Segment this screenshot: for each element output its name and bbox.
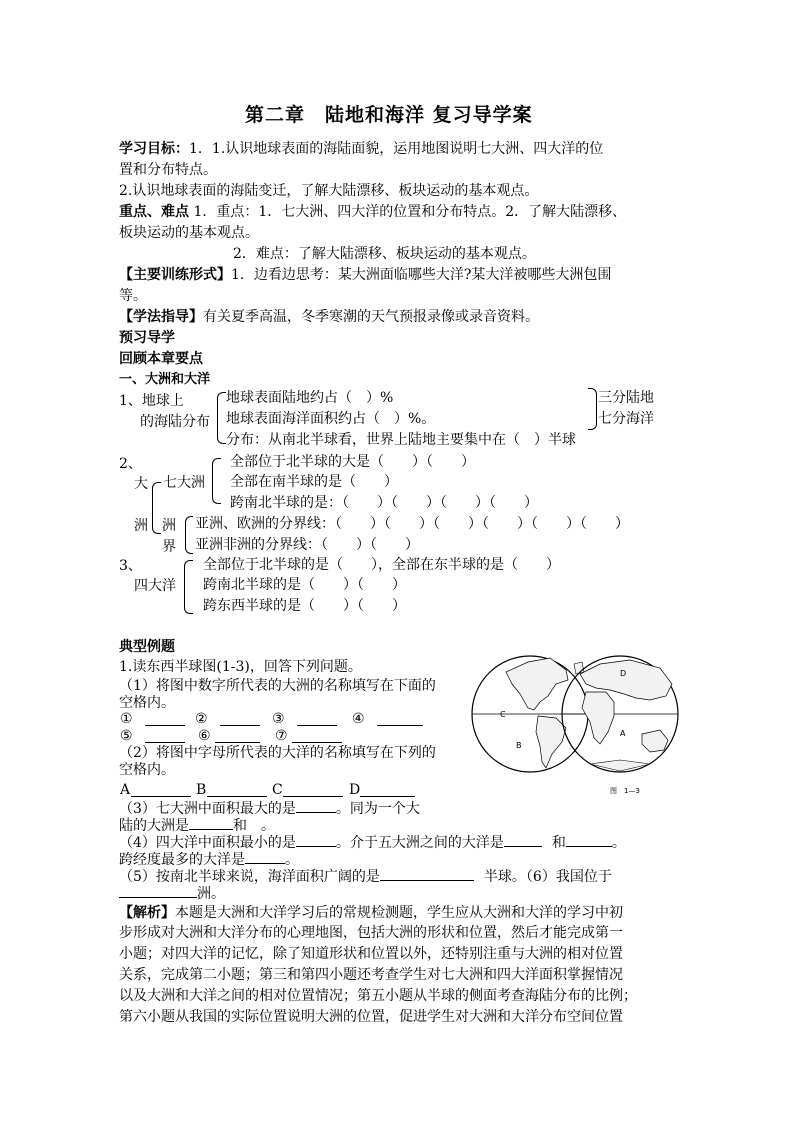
- blank-2[interactable]: [220, 725, 260, 726]
- q2-line-b: 全部在南半球的是（ ）: [230, 474, 398, 490]
- south-america-shape: [536, 716, 566, 768]
- q2-line-a: 全部位于北半球的大是（ ）（ ）: [230, 454, 475, 470]
- ex1-p4c: 和: [551, 835, 566, 851]
- blank-p4-4[interactable]: [245, 849, 285, 864]
- q1-sub: 的海陆分布: [140, 414, 210, 430]
- q3-label: 四大洋: [134, 578, 176, 594]
- ex1-p3d: 和: [233, 818, 247, 834]
- blank-4[interactable]: [377, 725, 423, 726]
- q1-line-c: 分布：从南北半球看，世界上陆地主要集中在（ ）半球: [226, 432, 576, 448]
- key-line-2: 2．难点：了解大陆漂移、板块运动的基本观点。: [233, 246, 536, 262]
- analysis-line-3: 小题；对四大洋的记忆，除了知道形状和位置以外，还特别注重与大洲的相对位置: [119, 946, 623, 962]
- ex1-lc: C: [272, 782, 283, 798]
- training-line-1b: 等。: [119, 288, 147, 304]
- q1-r1: 三分陆地: [598, 390, 654, 406]
- training-line-1: [119, 266, 611, 285]
- review-heading: 回顾本章要点: [119, 351, 203, 367]
- ex1-n6: ⑥: [198, 728, 211, 744]
- analysis-text-1: 本题是大洲和大洋学习后的常规检测题，学生应从大洲和大洋的学习中初: [175, 905, 623, 921]
- ex1-question: 1.读东西半球图(1-3)，回答下列问题。: [119, 659, 362, 675]
- q1-brace: [217, 392, 226, 444]
- ex1-p5a: （5）按南北半球来说，海洋面积广阔的是: [119, 869, 380, 885]
- q1-r2: 七分海洋: [598, 411, 654, 427]
- blank-p3-2[interactable]: [189, 815, 233, 830]
- map-caption: 图 1—3: [610, 787, 640, 795]
- q2-qi: 七大洲: [163, 475, 205, 491]
- method-line: [119, 308, 539, 327]
- page-title: 第二章 陆地和海洋 复习导学案: [245, 104, 533, 126]
- blank-1[interactable]: [145, 725, 185, 726]
- training-text-1: 1．边看边思考：某大洲面临哪些大洋?某大洋被哪些大洲包围: [231, 267, 612, 283]
- north-america-shape: [506, 658, 568, 710]
- analysis-line-4: 关系，完成第二小题；第三和第四小题还考查学生对七大洲和四大洋面积掌握情况: [119, 967, 623, 983]
- q1-line-a: 地球表面陆地约占（ ）%: [226, 390, 394, 406]
- ex1-p5-line2: [119, 883, 225, 904]
- ex1-p3c: 陆的大洲是: [119, 818, 189, 834]
- blank-p5-1[interactable]: [380, 866, 474, 881]
- ex1-lb: B: [196, 782, 207, 798]
- ex1-la: A: [120, 782, 131, 798]
- blank-d[interactable]: [360, 796, 415, 797]
- ex1-p5b: 半球。（6）我国位于: [483, 869, 612, 885]
- ex1-p2b: 空格内。: [119, 762, 175, 778]
- q2-line-d: 亚洲、欧洲的分界线：（ ）（ ）（ ）（ ）（ ）（ ）: [195, 516, 629, 532]
- key-text-1: 1．重点：1．七大洲、四大洋的位置和分布特点。2．了解大陆漂移、: [193, 204, 627, 220]
- antarctica-shape: [590, 760, 650, 771]
- q3-line-b: 跨南北半球的是（ ）（ ）: [203, 577, 406, 593]
- blank-p6[interactable]: [119, 883, 197, 898]
- africa-shape: [582, 692, 614, 744]
- analysis-line-2: 步形成对大洲和大洋分布的心理地图，包括大洲的形状和位置，然后才能完成第一: [119, 925, 623, 941]
- blank-a[interactable]: [131, 796, 191, 797]
- q1-line-b: 地球表面海洋面积约占（ ）%。: [226, 411, 436, 427]
- australia-shape: [642, 730, 668, 752]
- ex1-n2: ②: [195, 711, 208, 727]
- analysis-label: 【解析】: [119, 905, 175, 921]
- q2-outer-brace: [152, 482, 161, 534]
- map-letter-c: C: [500, 710, 506, 719]
- q2-num: 2、: [119, 456, 142, 472]
- blank-6[interactable]: [215, 742, 260, 743]
- blank-p4-2[interactable]: [504, 832, 542, 847]
- q2-jie2: 界: [162, 539, 176, 555]
- preview-heading: 预习导学: [119, 330, 175, 346]
- key-label: 重点、难点: [119, 204, 189, 220]
- ex1-p1b: 空格内。: [119, 695, 175, 711]
- q1-right-brace: [588, 388, 597, 430]
- ex1-n5: ⑤: [120, 728, 133, 744]
- key-line-1b: 板块运动的基本观点。: [119, 225, 259, 241]
- east-hemisphere: [562, 656, 678, 772]
- ex1-p4a: （4）四大洋中面积最小的是: [119, 835, 296, 851]
- blank-5[interactable]: [145, 742, 185, 743]
- blank-3[interactable]: [297, 725, 337, 726]
- q3-brace: [184, 560, 193, 614]
- blank-p4-1[interactable]: [296, 832, 336, 847]
- q2-zhou: 洲: [134, 518, 148, 534]
- map-letter-a: A: [620, 729, 626, 738]
- ex1-n3: ③: [272, 711, 285, 727]
- section-1-heading: 一、大洲和大洋: [119, 372, 211, 387]
- method-label: 【学法指导】: [119, 309, 203, 325]
- hemisphere-map: [470, 650, 680, 798]
- method-text: 有关夏季高温，冬季寒潮的天气预报录像或录音资料。: [203, 309, 539, 325]
- ex1-p5c: 洲。: [197, 886, 225, 902]
- ex1-p3b: 。同为一个大: [335, 801, 420, 817]
- training-label: 【主要训练形式】: [119, 267, 231, 283]
- q2-line-c: 跨南北半球的是：（ ）（ ）（ ）（ ）: [230, 495, 538, 511]
- ex1-p2a: （2）将图中字母所代表的大洋的名称填写在下列的: [119, 745, 436, 761]
- blank-b[interactable]: [207, 796, 267, 797]
- q2-inner-brace: [212, 458, 221, 504]
- ex1-p4f: 。: [285, 852, 299, 868]
- ex1-ld: D: [349, 782, 361, 798]
- map-letter-b: B: [516, 741, 522, 750]
- blank-p3-1[interactable]: [296, 798, 336, 813]
- goals-text-1: 1．1.认识地球表面的海陆面貌，运用地图说明七大洲、四大洋的位: [189, 141, 604, 157]
- q2-da: 大: [134, 476, 148, 492]
- goals-label: 学习目标：: [119, 141, 189, 157]
- q1-num: 1、地球上: [119, 393, 184, 409]
- q2-jie1: 洲: [162, 518, 176, 534]
- ex1-p3a: （3）七大洲中面积最大的是: [119, 801, 296, 817]
- goals-line-1: [119, 140, 603, 159]
- q2-boundary-brace: [185, 516, 193, 554]
- ex1-p1a: （1）将图中数字所代表的大洲的名称填写在下面的: [119, 678, 436, 694]
- map-letter-d: D: [620, 669, 627, 678]
- q3-num: 3、: [119, 558, 142, 574]
- blank-p4-3[interactable]: [566, 832, 612, 847]
- ex1-p4d: 。: [611, 835, 626, 851]
- examples-heading: 典型例题: [119, 639, 175, 655]
- goals-line-2: 2.认识地球表面的海陆变迁，了解大陆漂移、板块运动的基本观点。: [119, 183, 539, 199]
- blank-c[interactable]: [283, 796, 343, 797]
- q3-line-c: 跨东西半球的是（ ）（ ）: [203, 598, 406, 614]
- ex1-p4b: 。介于五大洲之间的大洋是: [335, 835, 504, 851]
- ex1-p3e: 。: [261, 818, 275, 834]
- q2-line-e: 亚洲非洲的分界线：（ ）（ ）: [195, 537, 419, 553]
- analysis-line-5: 以及大洲和大洋之间的相对位置情况；第五小题从半球的侧面考查海陆分布的比例；: [119, 988, 637, 1004]
- blank-7[interactable]: [292, 742, 342, 743]
- goals-line-1b: 置和分布特点。: [119, 162, 217, 178]
- key-line-1: [119, 203, 626, 222]
- q3-line-a: 全部位于北半球的是（ ），全部在东半球的是（ ）: [203, 557, 560, 573]
- ex1-n1: ①: [120, 711, 133, 727]
- ex1-n7: ⑦: [275, 728, 288, 744]
- ex1-p4e: 跨经度最多的大洋是: [119, 852, 245, 868]
- ex1-n4: ④: [352, 711, 365, 727]
- analysis-line-6: 第六小题从我国的实际位置说明大洲的位置，促进学生对大洲和大洋分布空间位置: [119, 1009, 623, 1025]
- analysis-line-1: [119, 904, 623, 923]
